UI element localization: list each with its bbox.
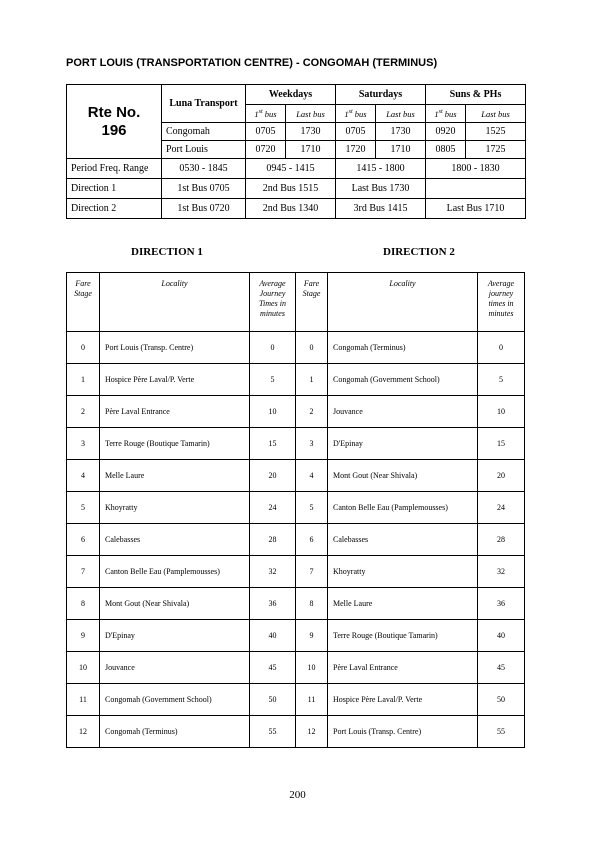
locality-name: Hospice Père Laval/P. Verte: [328, 684, 478, 716]
stage-number: 5: [296, 492, 328, 524]
journey-time: 5: [478, 364, 525, 396]
direction-label: Direction 1: [67, 179, 162, 199]
locality-name: Terre Rouge (Boutique Tamarin): [100, 428, 250, 460]
journey-time: 50: [250, 684, 296, 716]
journey-time: 20: [250, 460, 296, 492]
table-row: [67, 684, 525, 716]
time-cell: 1730: [376, 123, 426, 141]
journey-time: 45: [250, 652, 296, 684]
stage-number: 12: [67, 716, 100, 748]
direction-label: Direction 2: [67, 199, 162, 219]
route-label: Rte No.: [87, 103, 141, 121]
stage-number: 0: [67, 332, 100, 364]
stage-number: 7: [296, 556, 328, 588]
place-name: Congomah: [162, 123, 246, 141]
locality-name: Khoyratty: [100, 492, 250, 524]
time-cell: 1730: [286, 123, 336, 141]
last-bus-header: Last bus: [466, 105, 526, 123]
stage-number: 4: [296, 460, 328, 492]
stage-number: 1: [67, 364, 100, 396]
place-name: Port Louis: [162, 141, 246, 159]
time-cell: 0720: [246, 141, 286, 159]
locality-name: Terre Rouge (Boutique Tamarin): [328, 620, 478, 652]
direction-value: 2nd Bus 1340: [246, 199, 336, 219]
locality-name: Jouvance: [328, 396, 478, 428]
journey-time: 5: [250, 364, 296, 396]
direction-row: [67, 199, 526, 219]
locality-name: Congomah (Government School): [328, 364, 478, 396]
journey-time: 24: [478, 492, 525, 524]
direction-value: 3rd Bus 1415: [336, 199, 426, 219]
direction-row: [67, 179, 526, 199]
stage-number: 0: [296, 332, 328, 364]
stage-number: 11: [296, 684, 328, 716]
stage-number: 6: [296, 524, 328, 556]
last-bus-header: Last bus: [376, 105, 426, 123]
time-cell: 0920: [426, 123, 466, 141]
avg-time-header: Average Journey Times in minutes: [250, 273, 296, 332]
direction-value: 1st Bus 0705: [162, 179, 246, 199]
table-row: [67, 332, 525, 364]
first-bus-header: 1st bus: [336, 105, 376, 123]
stage-number: 2: [67, 396, 100, 428]
stage-number: 2: [296, 396, 328, 428]
table-row: [67, 620, 525, 652]
table-row: [67, 460, 525, 492]
journey-time: 15: [478, 428, 525, 460]
stage-number: 3: [296, 428, 328, 460]
page-number: 200: [289, 789, 306, 801]
journey-time: 28: [478, 524, 525, 556]
route-timetable: [66, 84, 526, 219]
locality-name: D'Epinay: [328, 428, 478, 460]
period-value: 1415 - 1800: [336, 159, 426, 179]
stage-number: 5: [67, 492, 100, 524]
group-weekdays: Weekdays: [246, 85, 336, 105]
journey-time: 50: [478, 684, 525, 716]
group-sundays: Suns & PHs: [426, 85, 526, 105]
stage-number: 6: [67, 524, 100, 556]
table-row: [67, 524, 525, 556]
stage-number: 7: [67, 556, 100, 588]
locality-name: Khoyratty: [328, 556, 478, 588]
stage-number: 4: [67, 460, 100, 492]
direction-value: Last Bus 1710: [426, 199, 526, 219]
time-cell: 1710: [286, 141, 336, 159]
time-cell: 0705: [336, 123, 376, 141]
locality-name: Jouvance: [100, 652, 250, 684]
group-saturdays: Saturdays: [336, 85, 426, 105]
fare-stage-header: Fare Stage: [67, 273, 100, 332]
stage-number: 10: [67, 652, 100, 684]
table-row: [67, 428, 525, 460]
first-bus-header: 1st bus: [426, 105, 466, 123]
journey-time: 10: [478, 396, 525, 428]
fare-stage-table: [66, 272, 525, 748]
page-title: PORT LOUIS (TRANSPORTATION CENTRE) - CONGOMAH (TERMINUS): [66, 57, 438, 69]
direction-value: Last Bus 1730: [336, 179, 426, 199]
direction-1-heading: DIRECTION 1: [131, 246, 203, 258]
locality-name: Canton Belle Eau (Pamplemousses): [328, 492, 478, 524]
fare-stage-header: Fare Stage: [296, 273, 328, 332]
locality-name: Père Laval Entrance: [328, 652, 478, 684]
period-value: 0945 - 1415: [246, 159, 336, 179]
time-cell: 1710: [376, 141, 426, 159]
journey-time: 36: [250, 588, 296, 620]
stage-number: 9: [67, 620, 100, 652]
journey-time: 24: [250, 492, 296, 524]
locality-name: Congomah (Government School): [100, 684, 250, 716]
journey-time: 15: [250, 428, 296, 460]
locality-name: Mont Gout (Near Shivala): [100, 588, 250, 620]
first-bus-header: 1st bus: [246, 105, 286, 123]
stage-number: 3: [67, 428, 100, 460]
journey-time: 28: [250, 524, 296, 556]
locality-name: Melle Laure: [100, 460, 250, 492]
time-cell: 0705: [246, 123, 286, 141]
locality-name: Melle Laure: [328, 588, 478, 620]
time-cell: 0805: [426, 141, 466, 159]
journey-time: 0: [250, 332, 296, 364]
locality-name: Congomah (Terminus): [328, 332, 478, 364]
table-row: [67, 716, 525, 748]
journey-time: 20: [478, 460, 525, 492]
stage-number: 1: [296, 364, 328, 396]
journey-time: 55: [478, 716, 525, 748]
direction-2-heading: DIRECTION 2: [383, 246, 455, 258]
journey-time: 10: [250, 396, 296, 428]
stage-number: 8: [296, 588, 328, 620]
table-row: [67, 588, 525, 620]
locality-name: Congomah (Terminus): [100, 716, 250, 748]
journey-time: 45: [478, 652, 525, 684]
time-cell: 1720: [336, 141, 376, 159]
stage-number: 11: [67, 684, 100, 716]
locality-name: Canton Belle Eau (Pamplemousses): [100, 556, 250, 588]
locality-name: Père Laval Entrance: [100, 396, 250, 428]
journey-time: 32: [478, 556, 525, 588]
journey-time: 32: [250, 556, 296, 588]
locality-name: Calebasses: [328, 524, 478, 556]
table-row: [67, 364, 525, 396]
period-value: 1800 - 1830: [426, 159, 526, 179]
route-number: 196: [101, 121, 127, 139]
locality-name: Port Louis (Transp. Centre): [328, 716, 478, 748]
journey-time: 0: [478, 332, 525, 364]
route-number-cell: [67, 85, 162, 159]
period-value: 0530 - 1845: [162, 159, 246, 179]
stage-number: 12: [296, 716, 328, 748]
locality-name: Port Louis (Transp. Centre): [100, 332, 250, 364]
locality-name: Calebasses: [100, 524, 250, 556]
stage-number: 8: [67, 588, 100, 620]
journey-time: 36: [478, 588, 525, 620]
locality-header: Locality: [100, 273, 250, 332]
table-row: [67, 652, 525, 684]
table-row: [67, 492, 525, 524]
time-cell: 1725: [466, 141, 526, 159]
period-row: [67, 159, 526, 179]
last-bus-header: Last bus: [286, 105, 336, 123]
time-cell: 1525: [466, 123, 526, 141]
table-row: [67, 396, 525, 428]
locality-header: Locality: [328, 273, 478, 332]
direction-value: [426, 179, 526, 199]
direction-value: 2nd Bus 1515: [246, 179, 336, 199]
operator-name: Luna Transport: [162, 85, 246, 123]
locality-name: D'Epinay: [100, 620, 250, 652]
period-label: Period Freq. Range: [67, 159, 162, 179]
fare-stage-header-row: [67, 273, 525, 332]
table-row: [67, 556, 525, 588]
journey-time: 55: [250, 716, 296, 748]
journey-time: 40: [478, 620, 525, 652]
avg-time-header: Average journey times in minutes: [478, 273, 525, 332]
journey-time: 40: [250, 620, 296, 652]
direction-value: 1st Bus 0720: [162, 199, 246, 219]
stage-number: 10: [296, 652, 328, 684]
stage-number: 9: [296, 620, 328, 652]
locality-name: Hospice Père Laval/P. Verte: [100, 364, 250, 396]
locality-name: Mont Gout (Near Shivala): [328, 460, 478, 492]
